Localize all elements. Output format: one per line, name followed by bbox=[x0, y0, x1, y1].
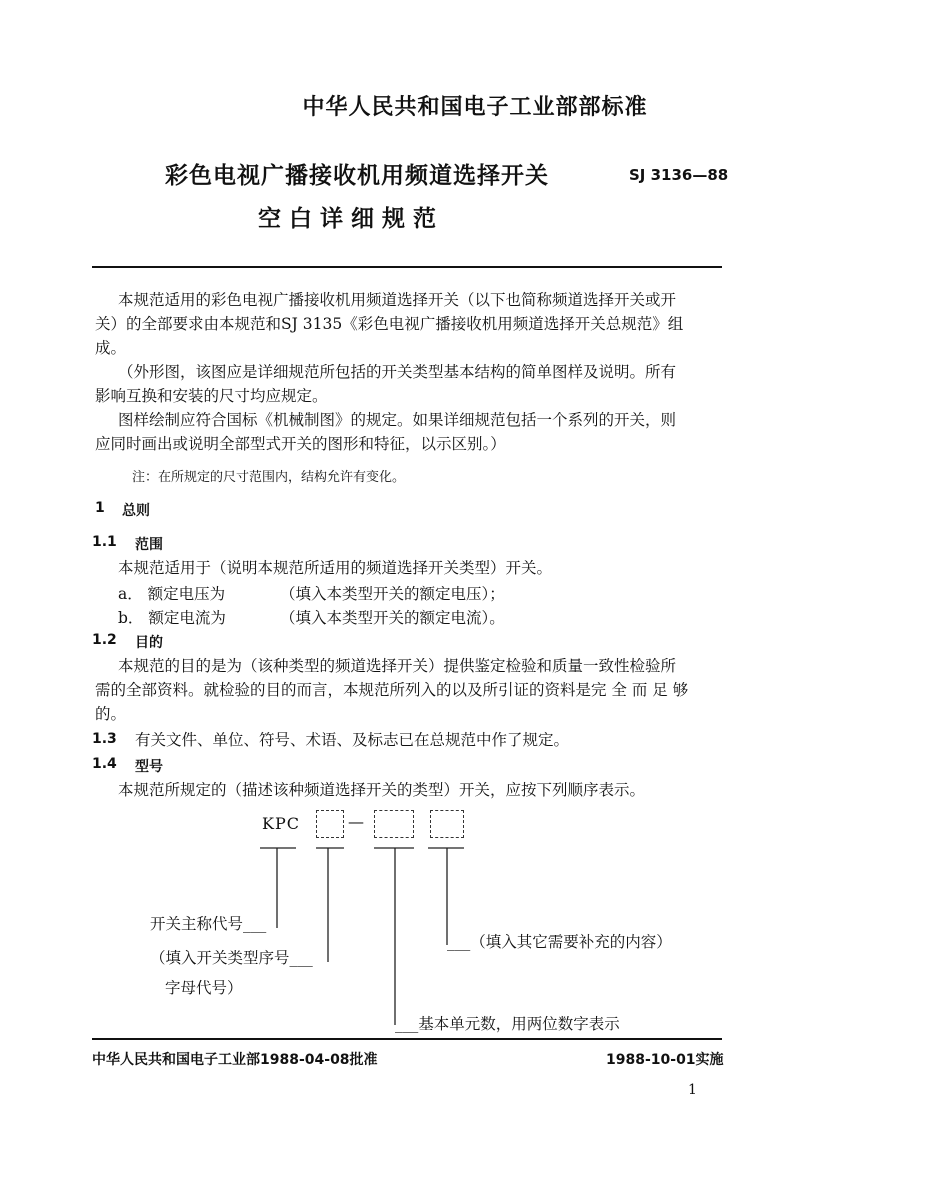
label-other-content: ___（填入其它需要补充的内容） bbox=[447, 933, 672, 951]
item-b-text: （填入本类型开关的额定电流）。 bbox=[280, 609, 505, 627]
section-1-2-line: 的。 bbox=[95, 705, 127, 723]
section-1-3-text: 有关文件、单位、符号、术语、及标志已在总规范中作了规定。 bbox=[135, 731, 570, 749]
standard-code: SJ 3136—88 bbox=[629, 166, 729, 184]
section-1-2-line: 需的全部资料。就检验的目的而言，本规范所列入的以及所引证的资料是完 全 而 足 够 bbox=[95, 681, 689, 699]
model-dash: — bbox=[348, 812, 364, 831]
intro-paragraph-line: 应同时画出或说明全部型式开关的图形和特征，以示区别。） bbox=[95, 435, 506, 453]
section-1-2-number: 1.2 bbox=[92, 632, 117, 648]
page-number: 1 bbox=[688, 1082, 697, 1098]
section-1-2-line: 本规范的目的是为（该种类型的频道选择开关）提供鉴定检验和质量一致性检验所 bbox=[118, 657, 677, 675]
section-1-4-title: 型号 bbox=[135, 759, 163, 775]
implementation-date: 1988-10-01实施 bbox=[606, 1052, 724, 1068]
footer-divider bbox=[92, 1038, 722, 1040]
section-1-3-number: 1.3 bbox=[92, 731, 117, 747]
item-a-label: a． 额定电压为 bbox=[118, 585, 226, 603]
intro-note: 注：在所规定的尺寸范围内，结构允许有变化。 bbox=[132, 470, 406, 485]
label-unit-count: ___基本单元数，用两位数字表示 bbox=[395, 1015, 620, 1033]
section-1-number: 1 bbox=[95, 500, 105, 516]
label-letter-code: 字母代号） bbox=[165, 979, 243, 997]
label-type-sequence: （填入开关类型序号___ bbox=[150, 949, 313, 967]
section-1-title: 总则 bbox=[122, 503, 150, 519]
intro-paragraph-line: 本规范适用的彩色电视广播接收机用频道选择开关（以下也简称频道选择开关或开 bbox=[118, 291, 677, 309]
ministry-standard-heading: 中华人民共和国电子工业部部标准 bbox=[302, 95, 648, 120]
section-1-1-number: 1.1 bbox=[92, 534, 117, 550]
model-prefix: KPC bbox=[262, 814, 300, 833]
approval-statement: 中华人民共和国电子工业部1988-04-08批准 bbox=[92, 1052, 378, 1068]
document-title-line1: 彩色电视广播接收机用频道选择开关 bbox=[165, 163, 549, 189]
section-1-4-text: 本规范所规定的（描述该种频道选择开关的类型）开关，应按下列顺序表示。 bbox=[118, 781, 646, 799]
section-1-4-number: 1.4 bbox=[92, 756, 117, 772]
item-b-label: b． 额定电流为 bbox=[118, 609, 226, 627]
intro-paragraph-line: 成。 bbox=[95, 339, 127, 357]
section-1-1-text: 本规范适用于（说明本规范所适用的频道选择开关类型）开关。 bbox=[118, 559, 553, 577]
section-1-2-title: 目的 bbox=[135, 635, 163, 651]
intro-paragraph-line: （外形图，该图应是详细规范所包括的开关类型基本结构的简单图样及说明。所有 bbox=[118, 363, 677, 381]
label-main-code: 开关主称代号___ bbox=[150, 915, 267, 933]
document-title-line2: 空 白 详 细 规 范 bbox=[258, 206, 437, 232]
intro-paragraph-line: 关）的全部要求由本规范和SJ 3135《彩色电视广播接收机用频道选择开关总规范》组 bbox=[95, 315, 684, 333]
section-1-1-title: 范围 bbox=[135, 537, 163, 553]
item-a-text: （填入本类型开关的额定电压）； bbox=[280, 585, 505, 603]
intro-paragraph-line: 图样绘制应符合国标《机械制图》的规定。如果详细规范包括一个系列的开关，则 bbox=[118, 411, 677, 429]
intro-paragraph-line: 影响互换和安装的尺寸均应规定。 bbox=[95, 387, 328, 405]
